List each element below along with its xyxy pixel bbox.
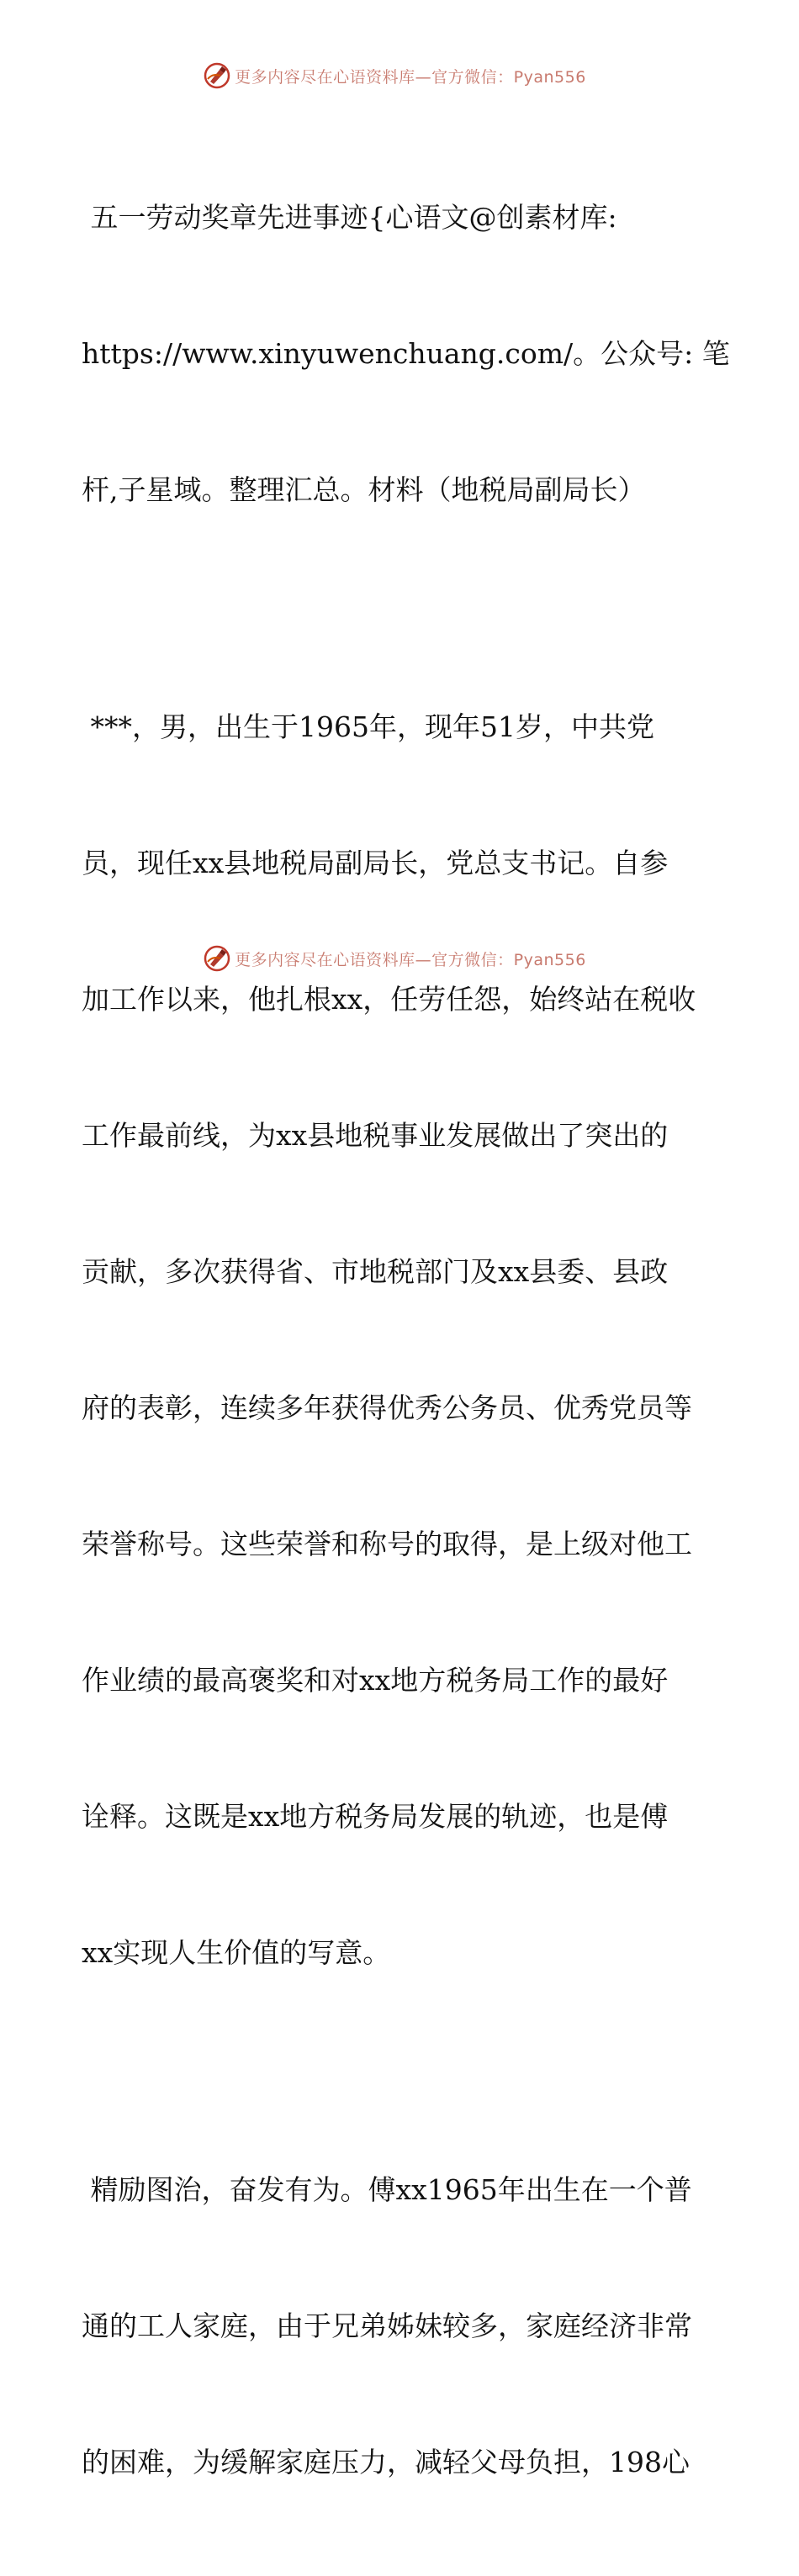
text-line: 贡献，多次获得省、市地税部门及xx县委、县政: [82, 1255, 669, 1288]
text-line: 通的工人家庭，由于兄弟姊妹较多，家庭经济非常: [82, 2309, 692, 2342]
text-line: xx实现人生价值的写意。: [82, 1936, 391, 1969]
text-line: 精励图治，奋发有为。傅xx1965年出生在一个普: [82, 2173, 692, 2206]
document-body: [82, 104, 730, 2576]
text-line: 的困难，为缓解家庭压力，减轻父母负担，198心: [82, 2446, 690, 2478]
pen-nib-logo-icon: [203, 944, 231, 973]
text-line: ***，男，出生于1965年，现年51岁，中共党: [82, 710, 654, 743]
pen-nib-logo-icon: [203, 61, 231, 90]
text-line: 荣誉称号。这些荣誉和称号的取得，是上级对他工: [82, 1528, 692, 1560]
header-watermark-banner: [0, 59, 799, 92]
header-watermark-text: 更多内容尽在心语资料库—官方微信：Pyan556: [235, 67, 586, 87]
text-line: 加工作以来，他扎根xx，任劳任怨，始终站在税收: [82, 983, 696, 1016]
text-line: 工作最前线，为xx县地税事业发展做出了突出的: [82, 1119, 669, 1152]
text-line: 作业绩的最高褒奖和对xx地方税务局工作的最好: [82, 1664, 669, 1697]
paragraph-body: [82, 2077, 721, 2576]
text-line: 五一劳动奖章先进事迹{心语文@创素材库:: [82, 201, 617, 234]
text-line: https://www.xinyuwenchuang.com/。公众号: 笔: [82, 337, 730, 370]
footer-watermark-text: 更多内容尽在心语资料库—官方微信：Pyan556: [235, 950, 586, 969]
text-line: 府的表彰，连续多年获得优秀公务员、优秀党员等: [82, 1391, 692, 1424]
footer-watermark-banner: [0, 942, 799, 975]
paragraph-introduction: [82, 614, 721, 2067]
paragraph-title: [82, 104, 730, 604]
text-line: 杆,子星域。整理汇总。材料（地税局副局长）: [82, 473, 646, 506]
text-line: 诠释。这既是xx地方税务局发展的轨迹，也是傅: [82, 1800, 669, 1833]
text-line: 员，现任xx县地税局副局长，党总支书记。自参: [82, 847, 669, 879]
